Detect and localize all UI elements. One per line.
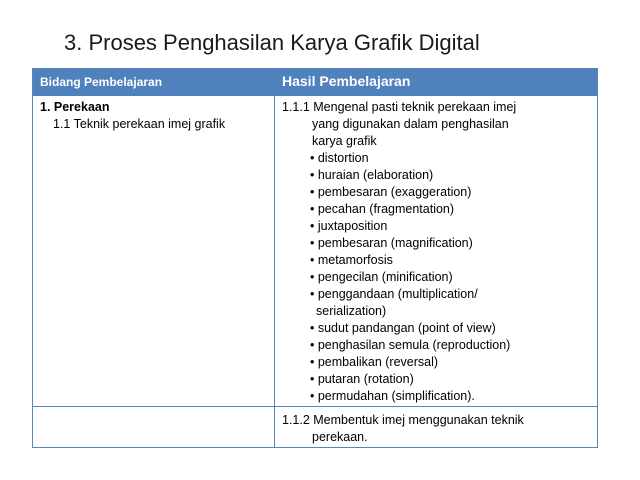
header-hasil-pembelajaran: Hasil Pembelajaran [282, 73, 411, 89]
slide-title: 3. Proses Penghasilan Karya Grafik Digital [64, 30, 480, 55]
column-divider [274, 96, 275, 447]
technique-list-item: • juxtaposition [310, 219, 388, 233]
technique-list-item: • pembalikan (reversal) [310, 355, 439, 369]
outcome-1-1-2-line2: perekaan. [312, 430, 368, 444]
row-divider [33, 406, 597, 407]
outcome-1-1-1-line3: karya grafik [312, 134, 377, 148]
table-header-row [33, 69, 597, 96]
header-bidang-pembelajaran: Bidang Pembelajaran [40, 75, 163, 89]
technique-list-item: • putaran (rotation) [310, 372, 414, 386]
topic-heading: 1. Perekaan [40, 100, 110, 114]
technique-list-item: • pengecilan (minification) [310, 270, 453, 284]
technique-list-item: • pembesaran (exaggeration) [310, 185, 472, 199]
outcome-1-1-2-line1: 1.1.2 Membentuk imej menggunakan teknik [282, 413, 524, 427]
technique-list-item: • penggandaan (multiplication/ [310, 287, 478, 301]
technique-list-item: • metamorfosis [310, 253, 393, 267]
technique-list-item: • penghasilan semula (reproduction) [310, 338, 511, 352]
technique-list-item-continuation: serialization) [316, 304, 387, 318]
topic-item: 1.1 Teknik perekaan imej grafik [53, 117, 226, 131]
technique-list-item: • permudahan (simplification). [310, 389, 475, 403]
technique-list-item: • pembesaran (magnification) [310, 236, 473, 250]
technique-list-item: • huraian (elaboration) [310, 168, 434, 182]
technique-list-item: • distortion [310, 151, 369, 165]
technique-list-item: • pecahan (fragmentation) [310, 202, 455, 216]
outcome-1-1-1-line2: yang digunakan dalam penghasilan [312, 117, 509, 131]
technique-list-item: • sudut pandangan (point of view) [310, 321, 496, 335]
outcome-1-1-1-line1: 1.1.1 Mengenal pasti teknik perekaan imej [282, 100, 517, 114]
learning-table [32, 68, 598, 448]
